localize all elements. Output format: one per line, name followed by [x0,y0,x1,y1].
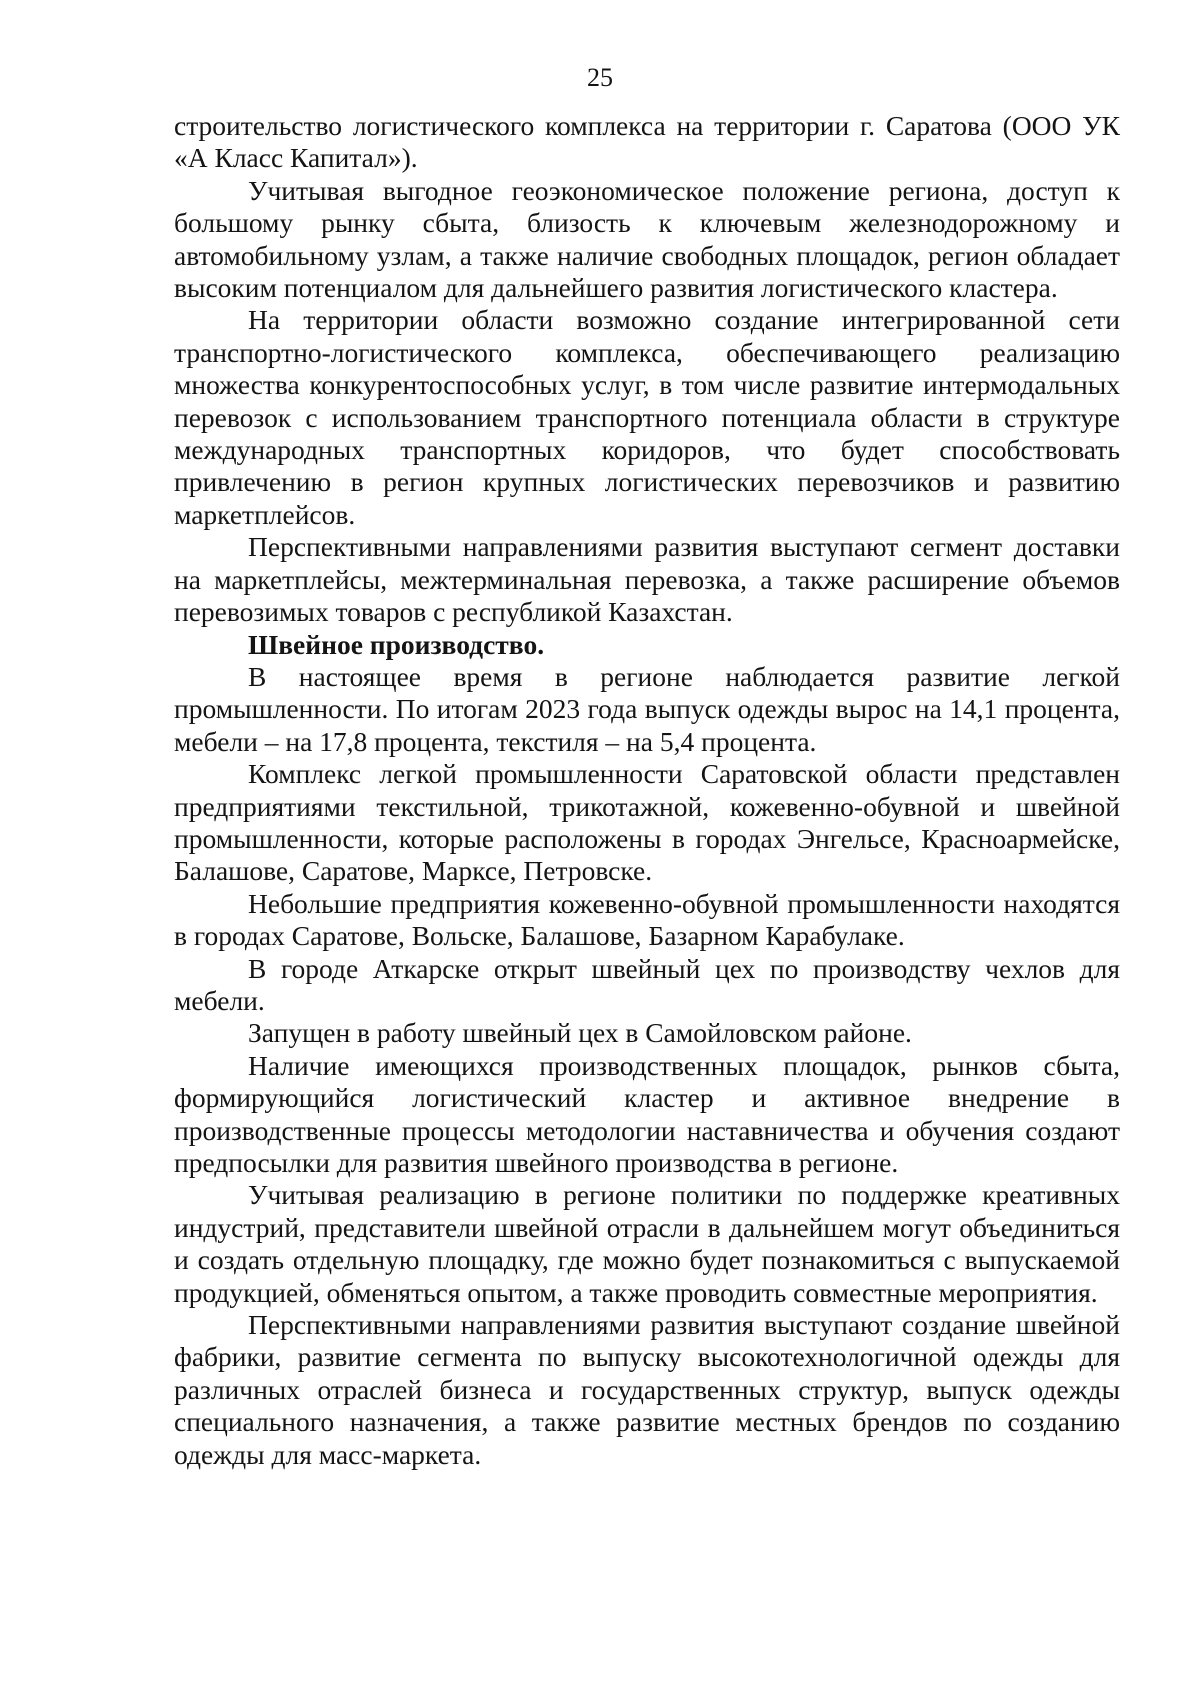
paragraph-samoylovsky-workshop: Запущен в работу швейный цех в Самойловском районе. [248,1017,912,1049]
paragraph-creative-industries: Учитывая реализацию в регионе политики по поддержке креативных индустрий, представители швейной отрасли в дальнейшем могут объединиться и создать отдельную площадку, где можно будет познакомиться с выпускаемой продукцией, обменяться опытом, а также проводить совместные мероприятия. [174,1179,1120,1308]
paragraph-integrated-network: На территории области возможно создание интегрированной сети транспортно-логистического комплекса, обеспечивающего реализацию множества конкурентоспособных услуг, в том числе развитие интермодальных перевозок с использованием транспортного потенциала области в структуре международных транспортных коридоров, что будет способствовать привлечению в регион крупных логистических перевозчиков и развитию маркетплейсов. [174,304,1120,530]
paragraph-light-industry-complex: Комплекс легкой промышленности Саратовской области представлен предприятиями текстильной, трикотажной, кожевенно-обувной и швейной промышленности, которые расположены в городах Энгельсе, Красноармейске, Балашове, Саратове, Марксе, Петровске. [174,758,1120,887]
page-number: 25 [587,63,613,92]
paragraph-light-industry-growth: В настоящее время в регионе наблюдается развитие легкой промышленности. По итогам 2023 года выпуск одежды вырос на 14,1 процента, мебели – на 17,8 процента, текстиля – на 5,4 процента. [174,660,1120,757]
section-heading-sewing-production: Швейное производство. [248,628,545,660]
document-body [174,110,1120,1471]
paragraph-logistics-directions: Перспективными направлениями развития выступают сегмент доставки на маркетплейсы, межтерминальная перевозка, а также расширение объемов перевозимых товаров с республикой Казахстан. [174,531,1120,628]
paragraph-small-enterprises: Небольшие предприятия кожевенно-обувной промышленности находятся в городах Саратове, Вольске, Балашове, Базарном Карабулаке. [174,887,1120,952]
paragraph-logistics-complex-continuation: строительство логистического комплекса на территории г. Саратова (ООО УК «А Класс Капитал»). [174,110,1120,174]
paragraph-prerequisites: Наличие имеющихся производственных площадок, рынков сбыта, формирующийся логистический кластер и активное внедрение в производственные процессы методологии наставничества и обучения создают предпосылки для развития швейного производства в регионе. [174,1049,1120,1178]
paragraph-logistics-potential: Учитывая выгодное геоэкономическое положение региона, доступ к большому рынку сбыта, близость к ключевым железнодорожному и автомобильному узлам, а также наличие свободных площадок, регион обладает высоким потенциалом для дальнейшего развития логистического кластера. [174,174,1120,304]
paragraph-sewing-directions: Перспективными направлениями развития выступают создание швейной фабрики, развитие сегмента по выпуску высокотехнологичной одежды для различных отраслей бизнеса и государственных структур, выпуск одежды специального назначения, а также развитие местных брендов по созданию одежды для масс-маркета. [174,1309,1120,1470]
paragraph-atkarsk-workshop: В городе Аткарске открыт швейный цех по производству чехлов для мебели. [174,952,1120,1016]
